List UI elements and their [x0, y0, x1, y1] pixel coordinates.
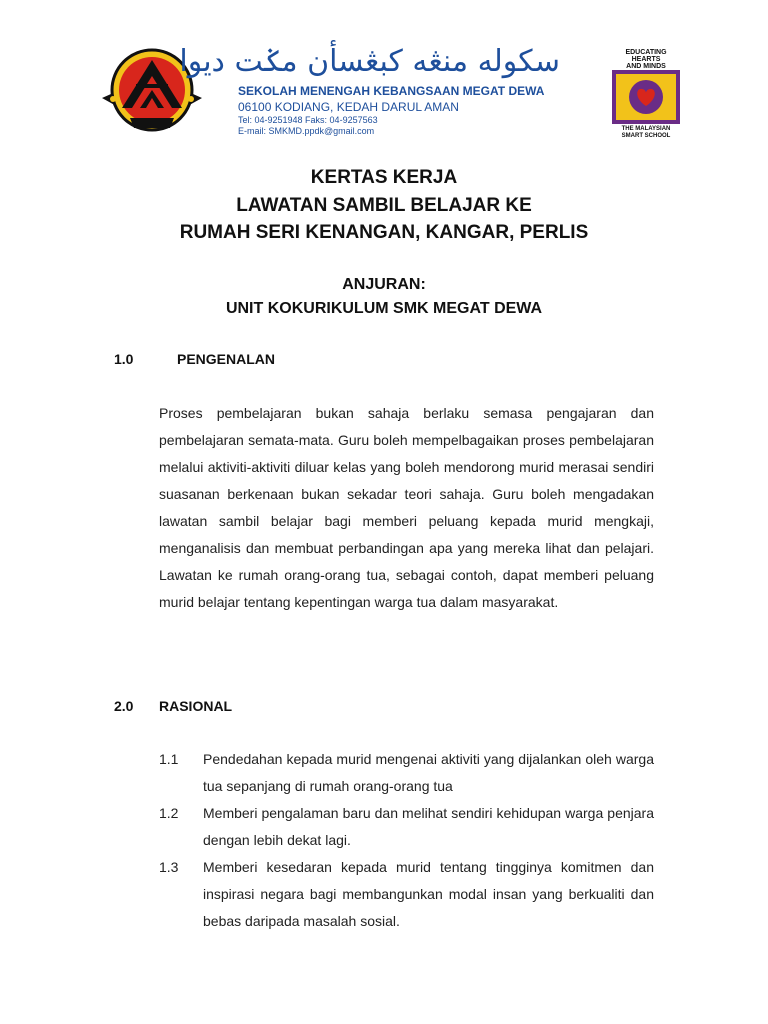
svg-text:HEARTS: HEARTS [631, 56, 661, 63]
section-1-number: 1.0 [114, 351, 134, 367]
list-item-number: 1.1 [159, 751, 179, 767]
document-title-line-3: RUMAH SERI KENANGAN, KANGAR, PERLIS [179, 222, 589, 243]
school-email: E-mail: SMKMD.ppdk@gmail.com [238, 126, 375, 136]
section-2-title: RASIONAL [159, 698, 233, 714]
list-item-text: Memberi kesedaran kepada murid tentang tingginya komitmen dan inspirasi negara bagi membangunkan modal insan yang berkualiti dan bebas daripada masalah sosial. [203, 859, 654, 929]
svg-text:SMART SCHOOL: SMART SCHOOL [621, 133, 671, 139]
letterhead [88, 40, 688, 140]
section-2-number: 2.0 [114, 698, 134, 714]
section-1-title: PENGENALAN [177, 351, 276, 367]
document-title-line-2: LAWATAN SAMBIL BELAJAR KE [236, 195, 532, 216]
svg-text:AND MINDS: AND MINDS [626, 63, 666, 70]
school-address: 06100 KODIANG, KEDAH DARUL AMAN [238, 100, 459, 114]
rationale-list [159, 746, 654, 935]
smart-school-logo [608, 44, 684, 140]
svg-text:THE MALAYSIAN: THE MALAYSIAN [621, 126, 671, 132]
school-phone-fax: Tel: 04-9251948 Faks: 04-9257563 [238, 115, 378, 125]
document-title-line-1: KERTAS KERJA [310, 167, 458, 188]
organizer-name: UNIT KOKURIKULUM SMK MEGAT DEWA [225, 300, 543, 317]
list-item-text: Pendedahan kepada murid mengenai aktiviti yang dijalankan oleh warga tua sepanjang di rumah orang-orang tua [203, 751, 654, 794]
list-item [159, 800, 654, 854]
list-item-number: 1.3 [159, 859, 179, 875]
list-item-text: Memberi pengalaman baru dan melihat sendiri kehidupan warga penjara dengan lebih dekat lagi. [203, 805, 654, 848]
list-item-number: 1.2 [159, 805, 179, 821]
school-name-jawi: سکوله منڠه کبڠسأن مݢت ديوا [179, 44, 560, 79]
section-1-paragraph: Proses pembelajaran bukan sahaja berlaku semasa pengajaran dan pembelajaran semata-mata. Guru boleh mempelbagaikan proses pembelajaran melalui aktiviti-aktiviti diluar kelas yang boleh mendorong murid merasai sendiri suasanan berkenaan bukan sekadar teori sahaja. Guru boleh mengadakan lawatan sambil belajar bagi memberi peluang kepada murid mengkaji, menganalisis dan membuat perbandingan apa yang mereka lihat dan pelajari. Lawatan ke rumah orang-orang tua, sebagai contoh, dapat memberi peluang murid belajar tentang kepentingan warga tua dalam masyarakat. [159, 405, 654, 610]
organizer-label: ANJURAN: [342, 276, 426, 293]
list-item [159, 746, 654, 800]
list-item [159, 854, 654, 935]
school-name: SEKOLAH MENENGAH KEBANGSAAN MEGAT DEWA [238, 84, 545, 98]
svg-text:EDUCATING: EDUCATING [625, 49, 667, 56]
